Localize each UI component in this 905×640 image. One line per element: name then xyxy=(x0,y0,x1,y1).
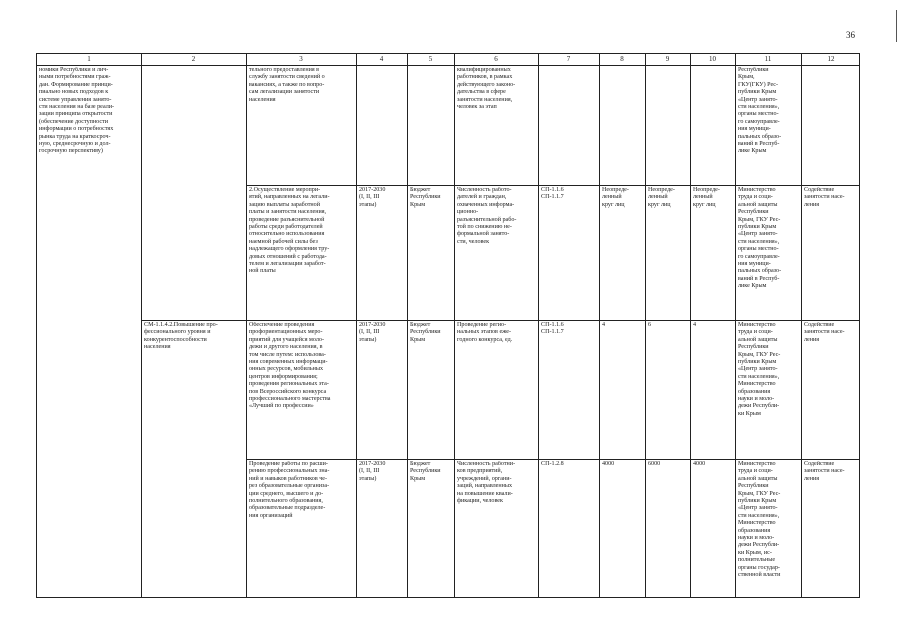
header-col-6: 6 xyxy=(494,55,498,63)
measure-description: СМ-1.1.4.2.Повышение про- фессионального уровня и конкурентоспособности населения xyxy=(144,322,218,351)
responsible-executors: Республики Крым, ГКУ(ГКУ) Рес- публики Крым «Центр занято- сти населения», органы местно- го самоуправле- ния муници- пальных образо- ваний в Респуб- лике Крым xyxy=(738,67,782,155)
funding-source: Бюджет Республики Крым xyxy=(410,461,441,482)
activity-description: Проведение работы по расши- рению профессиональных зна- ний и навыков работников че- рез образовательные организа- ции среднего, высшего и до- полнительного образования, образовательные подразделе- ния организаций xyxy=(249,461,330,519)
activity-description: тельного предоставления в службу занятости сведений о вакансиях, а также по вопро- сам легализации занятости населения xyxy=(249,67,325,103)
target-indicator-codes: СП-1.1.6 СП-1.1.7 xyxy=(541,322,564,336)
value-stage-2: 6 xyxy=(648,322,652,328)
margin-mark xyxy=(896,10,897,42)
column-divider xyxy=(690,54,691,597)
value-stage-1: 4000 xyxy=(602,461,615,467)
header-col-10: 10 xyxy=(709,55,716,63)
funding-source: Бюджет Республики Крым xyxy=(410,322,441,343)
funding-source: Бюджет Республики Крым xyxy=(410,187,441,208)
responsible-executors: Министерство труда и соци- альной защиты Республики Крым, ГКУ Рес- публики Крым «Центр занято- сти населения», органы местно- го самоуправле- ния муници- пальных образо- ваний в Респуб- лике Крым xyxy=(738,187,782,290)
indicator-description: квалифицированных работников, в рамках действующего законо- дательства в сфере занятости населения, человек за этап xyxy=(457,67,516,111)
header-col-11: 11 xyxy=(764,55,772,63)
implementation-period: 2017-2030 (I, II, III этапы) xyxy=(359,461,386,482)
header-col-7: 7 xyxy=(566,55,571,63)
header-col-2: 2 xyxy=(191,55,196,63)
header-col-3: 3 xyxy=(299,55,303,63)
header-col-5: 5 xyxy=(428,55,433,63)
column-divider xyxy=(801,54,802,597)
responsible-executors: Министерство труда и соци- альной защиты Республики Крым, ГКУ Рес- публики Крым «Центр занято- сти населения», Министерство образования науки и моло- дежи Республи- ки Крым, ис- полнительные органы государ- ственной власти xyxy=(738,461,781,579)
column-divider xyxy=(356,54,357,597)
value-stage-1: Неопреде- ленный круг лиц xyxy=(602,187,629,208)
value-stage-3: Неопреде- ленный круг лиц xyxy=(693,187,720,208)
activity-description: 2.Осуществление меропри- ятий, направленных на легали- зацию выплаты заработной платы и занятости населения, проведение разъяснительной работы среди работодателей относительно использования наемной рабочей силы без надлежащего оформления тру- довых отношений с работода- телем и легализации заработ- ной платы xyxy=(249,187,330,275)
page-number: 36 xyxy=(846,30,855,40)
indicator-description: Численность работни- ков предприятий, учреждений, органи- заций, направленных на повышение квали- фикации, человек xyxy=(457,461,516,505)
column-divider xyxy=(454,54,455,597)
implementation-period: 2017-2030 (I, II, III этапы) xyxy=(359,322,386,343)
column-divider xyxy=(599,54,600,597)
column-divider xyxy=(246,54,247,597)
program-table xyxy=(36,53,860,598)
indicator-description: Численность работо- дателей и граждан, охваченных информа- ционно- разъяснительной рабо- той по снижению не- формальной занято- сти, человек xyxy=(457,187,517,245)
column-divider xyxy=(538,54,539,597)
header-col-8: 8 xyxy=(620,55,624,63)
column-divider xyxy=(735,54,736,597)
target-indicator-codes: СП-1.1.6 СП-1.1.7 xyxy=(541,187,564,201)
indicator-description: Проведение регио- нальных этапов еже- годного конкурса, ед. xyxy=(457,322,513,343)
activity-description: Обеспечение проведения профориентационных меро- приятий для учащейся моло- дежи и другого населения, в том числе путем: использова- ния современных информаци- онных ресурсов, мобильных центров информирования; проведения региональных эта- пов Всероссийского конкурса профессионального мастерства «Лучший по профессии» xyxy=(249,322,331,410)
value-stage-2: Неопреде- ленный круг лиц xyxy=(648,187,675,208)
target-indicator-codes: СП-1.2.8 xyxy=(541,461,564,467)
column-divider xyxy=(407,54,408,597)
header-col-4: 4 xyxy=(379,55,384,63)
task-description: номики Республики и лич- ными потребностями граж- дан. Формирование принци- пиально новых подходов к системе управления занято- сти населения на базе реали- зации принципа открытости (обеспечение доступности информации о потребностях рынка труда на краткосроч- ную, среднесрочную и дол- госрочную перспективу) xyxy=(39,67,115,155)
header-col-9: 9 xyxy=(665,55,670,63)
value-stage-1: 4 xyxy=(602,322,606,328)
header-col-1: 1 xyxy=(87,55,91,63)
row-divider xyxy=(246,185,859,186)
expected-result: Содействие занятости насе- ления xyxy=(804,461,845,482)
expected-result: Содействие занятости насе- ления xyxy=(804,322,845,343)
row-divider xyxy=(246,459,859,460)
column-divider xyxy=(645,54,646,597)
column-divider xyxy=(141,54,142,597)
value-stage-3: 4000 xyxy=(693,461,706,467)
implementation-period: 2017-2030 (I, II, III этапы) xyxy=(359,187,386,208)
value-stage-2: 6000 xyxy=(648,461,661,467)
expected-result: Содействие занятости насе- ления xyxy=(804,187,845,208)
header-divider xyxy=(37,65,859,66)
value-stage-3: 4 xyxy=(693,322,697,328)
header-col-12: 12 xyxy=(827,55,835,63)
responsible-executors: Министерство труда и соци- альной защиты Республики Крым, ГКУ Рес- публики Крым «Центр занято- сти населения», Министерство образования науки и моло- дежи Республи- ки Крым xyxy=(738,322,781,417)
row-divider xyxy=(141,320,859,321)
